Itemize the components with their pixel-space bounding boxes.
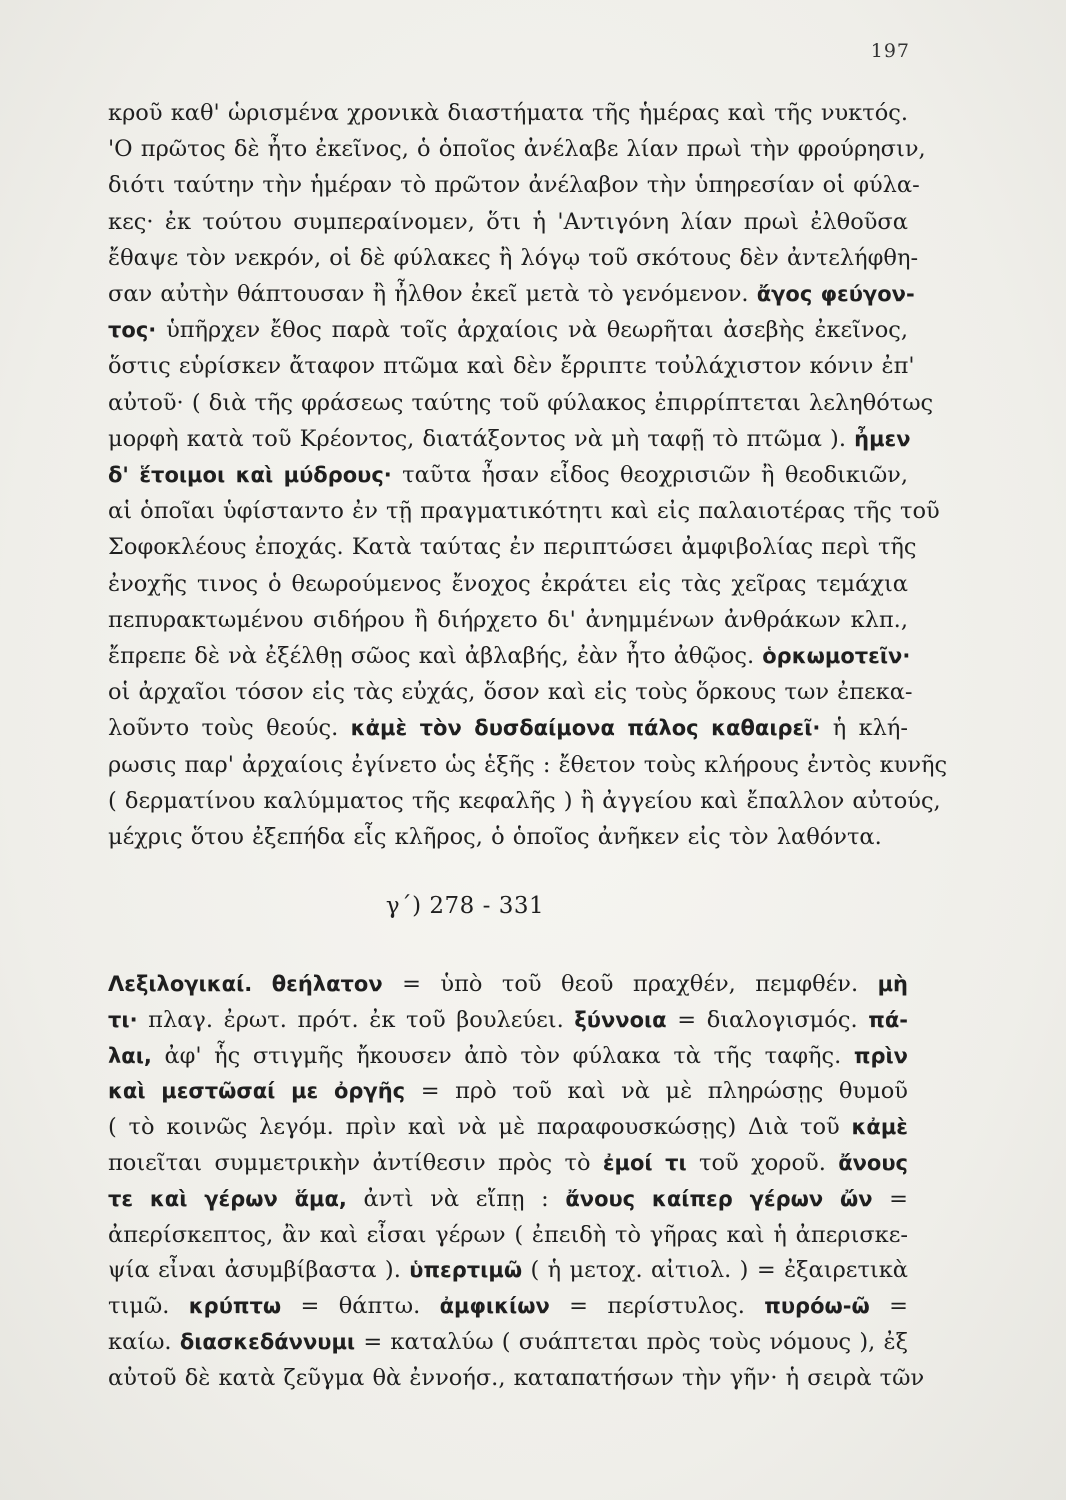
text-run: ὅστις εὑρίσκεν ἄταφον πτῶμα καὶ δὲν ἔρριπτε τοὐλάχιστον κόνιν ἐπ' bbox=[108, 353, 915, 380]
text-run: ἔπρεπε δὲ νὰ ἐξέλθῃ σῶος καὶ ἀβλαβής, ἐὰν ἦτο ἀθῷος. bbox=[108, 643, 763, 670]
text-run: ταῦτα ἦσαν εἶδος θεοχρισιῶν ἢ θεοδικιῶν, bbox=[391, 462, 908, 489]
text-run: σαν αὐτὴν θάπτουσαν ἢ ἦλθον ἐκεῖ μετὰ τὸ γενόμενον. bbox=[108, 281, 757, 308]
bold-term: λαι, bbox=[108, 1043, 152, 1068]
text-line bbox=[108, 710, 908, 746]
text-run: κες· ἐκ τούτου συμπεραίνομεν, ὅτι ἡ 'Αντιγόνη λίαν πρωὶ ἐλθοῦσα bbox=[108, 208, 908, 235]
text-run bbox=[252, 971, 271, 997]
text-line bbox=[108, 457, 908, 493]
text-line bbox=[108, 1182, 908, 1218]
text-run: διότι ταύτην τὴν ἡμέραν τὸ πρῶτον ἀνέλαβον τὴν ὑπηρεσίαν οἱ φύλα- bbox=[108, 172, 920, 199]
text-run: ( τὸ κοινῶς λεγόμ. πρὶν καὶ νὰ μὲ παραφουσκώσῃς) Διὰ τοῦ bbox=[108, 1114, 852, 1141]
text-line bbox=[108, 1325, 908, 1361]
bold-term: ἐμοί τι bbox=[602, 1150, 687, 1175]
text-line bbox=[108, 421, 911, 457]
text-run: = διαλογισμός. bbox=[666, 1006, 869, 1033]
text-run: ( δερματίνου καλύμματος τῆς κεφαλῆς ) ἢ ἀγγείου καὶ ἔπαλλον αὐτούς, bbox=[108, 787, 941, 814]
text-run: αὐτοῦ δὲ κατὰ ζεῦγμα θὰ ἐννοήσ., καταπατήσων τὴν γῆν· ἡ σειρὰ τῶν bbox=[108, 1364, 925, 1391]
text-line bbox=[108, 493, 940, 529]
text-run: λοῦντο τοὺς θεούς. bbox=[108, 715, 351, 742]
text-run: = bbox=[869, 1293, 908, 1320]
bold-term: τος· bbox=[108, 318, 157, 343]
text-run: 'Ο πρῶτος δὲ ἦτο ἐκεῖνος, ὁ ὁποῖος ἀνέλαβε λίαν πρωὶ τὴν φρούρησιν, bbox=[108, 136, 926, 163]
text-line bbox=[108, 385, 934, 421]
bold-term: ὑπερτιμῶ bbox=[409, 1258, 523, 1283]
text-line bbox=[108, 529, 917, 565]
text-run: πλαγ. ἐρωτ. πρότ. ἐκ τοῦ βουλεύει. bbox=[137, 1006, 575, 1033]
text-run: = πρὸ τοῦ καὶ νὰ μὲ πληρώσῃς θυμοῦ bbox=[405, 1078, 908, 1105]
text-run: = καταλύω ( συάπτεται πρὸς τοὺς νόμους ), ἐξ bbox=[355, 1328, 909, 1355]
section-heading: γ΄) 278 - 331 bbox=[385, 893, 545, 919]
bold-term: μὴ bbox=[877, 972, 908, 996]
text-run: τοῦ χοροῦ. bbox=[686, 1149, 839, 1176]
text-line bbox=[108, 967, 908, 1003]
text-run: = περίστυλος. bbox=[549, 1293, 765, 1320]
text-line bbox=[108, 1253, 908, 1289]
text-line bbox=[108, 783, 941, 819]
text-run: ἀφ' ἧς στιγμῆς ἤκουσεν ἀπὸ τὸν φύλακα τὰ τῆς ταφῆς. bbox=[151, 1042, 854, 1069]
bold-term: ἀμφικίων bbox=[439, 1294, 550, 1319]
bold-term: ἄγος φεύγον- bbox=[756, 282, 915, 307]
bold-term: πρὶν bbox=[853, 1043, 908, 1068]
bold-term: πυρόω-ῶ bbox=[764, 1294, 870, 1319]
text-line bbox=[108, 638, 911, 674]
bold-term: διασκεδάννυμι bbox=[179, 1329, 356, 1354]
text-run: καίω. bbox=[108, 1328, 180, 1355]
text-line bbox=[108, 1289, 908, 1325]
text-run: οἱ ἀρχαῖοι τόσον εἰς τὰς εὐχάς, ὅσον καὶ εἰς τοὺς ὅρκους των ἐπεκα- bbox=[108, 679, 913, 706]
bold-term: κἀμὲ bbox=[851, 1115, 908, 1140]
text-line bbox=[108, 131, 926, 167]
text-line bbox=[108, 95, 908, 131]
text-line bbox=[108, 348, 915, 384]
text-run: μέχρις ὅτου ἐξεπήδα εἷς κλῆρος, ὁ ὁποῖος ἀνῆκεν εἰς τὸν λαθόντα. bbox=[108, 824, 882, 851]
text-line bbox=[108, 204, 908, 240]
text-run: ὑπῆρχεν ἔθος παρὰ τοῖς ἀρχαίοις νὰ θεωρῆται ἀσεβὴς ἐκεῖνος, bbox=[156, 317, 908, 344]
text-run: πεπυρακτωμένου σιδήρου ἢ διήρχετο δι' ἀνημμένων ἀνθράκων κλπ., bbox=[108, 606, 908, 633]
text-run: = ὑπὸ τοῦ θεοῦ πραχθέν, πεμφθέν. bbox=[382, 971, 878, 997]
text-run: ( ἡ μετοχ. αἰτιολ. ) = ἐξαιρετικὰ bbox=[522, 1257, 908, 1284]
bold-term: ἄνους bbox=[838, 1150, 908, 1175]
bold-term: ἦμεν bbox=[854, 426, 911, 451]
text-run: ἐνοχῆς τινος ὁ θεωρούμενος ἔνοχος ἐκράτει εἰς τὰς χεῖρας τεμάχια bbox=[108, 570, 908, 597]
bold-term: ὁρκωμοτεῖν· bbox=[762, 644, 911, 669]
text-line bbox=[108, 1110, 908, 1146]
bold-term: θεήλατον bbox=[271, 972, 383, 996]
bold-term: δ' ἕτοιμοι καὶ μύδρους· bbox=[108, 463, 392, 488]
text-run: ἡ κλή- bbox=[820, 715, 908, 742]
commentary-paragraph bbox=[108, 95, 948, 855]
bold-term: ἄνους καίπερ γέρων ὤν bbox=[565, 1186, 873, 1211]
text-run: μορφὴ κατὰ τοῦ Κρέοντος, διατάξοντος νὰ μὴ ταφῇ τὸ πτῶμα ). bbox=[108, 425, 855, 452]
bold-term: πά- bbox=[868, 1007, 908, 1032]
text-line bbox=[108, 240, 919, 276]
text-run: ἀπερίσκεπτος, ἂν καὶ εἶσαι γέρων ( ἐπειδὴ τὸ γῆρας καὶ ἡ ἀπερισκε- bbox=[108, 1221, 908, 1248]
bold-term: καὶ μεστῶσαί με ὀργῆς bbox=[108, 1079, 406, 1104]
bold-term: κρύπτω bbox=[188, 1294, 282, 1319]
text-line bbox=[108, 312, 908, 348]
lexical-notes-paragraph bbox=[108, 967, 925, 1397]
text-run: = θάπτω. bbox=[281, 1293, 440, 1320]
text-line bbox=[108, 819, 908, 855]
bold-term: ξύννοια bbox=[574, 1007, 667, 1032]
bold-term: τι· bbox=[108, 1007, 138, 1032]
text-run: Σοφοκλέους ἐποχάς. Κατὰ ταύτας ἐν περιπτώσει ἀμφιβολίας περὶ τῆς bbox=[108, 534, 917, 561]
text-line bbox=[108, 1039, 908, 1075]
text-run: τιμῶ. bbox=[108, 1293, 189, 1320]
text-run: = bbox=[872, 1185, 908, 1212]
text-line bbox=[108, 1361, 925, 1397]
text-run: αὐτοῦ· ( διὰ τῆς φράσεως ταύτης τοῦ φύλακος ἐπιρρίπτεται λεληθότως bbox=[108, 389, 934, 416]
text-run: αἱ ὁποῖαι ὑφίσταντο ἐν τῇ πραγματικότητι καὶ εἰς παλαιοτέρας τῆς τοῦ bbox=[108, 498, 940, 525]
text-run: ρωσις παρ' ἀρχαίοις ἐγίνετο ὡς ἑξῆς : ἔθετον τοὺς κλήρους ἐντὸς κυνῆς bbox=[108, 751, 948, 778]
text-line bbox=[108, 1218, 908, 1254]
text-line bbox=[108, 602, 908, 638]
text-run: ἔθαψε τὸν νεκρόν, οἱ δὲ φύλακες ἢ λόγῳ τοῦ σκότους δὲν ἀντελήφθη- bbox=[108, 244, 919, 271]
text-run: ποιεῖται συμμετρικὴν ἀντίθεσιν πρὸς τὸ bbox=[108, 1149, 603, 1176]
text-line bbox=[108, 674, 913, 710]
bold-term: κἀμὲ τὸν δυσδαίμονα πάλος καθαιρεῖ· bbox=[350, 716, 821, 741]
text-line bbox=[108, 1074, 908, 1110]
text-line bbox=[108, 276, 915, 312]
text-line bbox=[108, 1003, 908, 1039]
bold-term: Λεξιλογικαί. bbox=[108, 972, 253, 996]
text-run: ψία εἶναι ἀσυμβίβαστα ). bbox=[108, 1257, 410, 1284]
text-run: ἀντὶ νὰ εἴπῃ : bbox=[346, 1185, 566, 1212]
text-run: κροῦ καθ' ὡρισμένα χρονικὰ διαστήματα τῆς ἡμέρας καὶ τῆς νυκτός. bbox=[108, 100, 908, 126]
text-line bbox=[108, 167, 920, 203]
page-number: 197 bbox=[870, 40, 910, 62]
text-line bbox=[108, 747, 948, 783]
text-line bbox=[108, 566, 908, 602]
bold-term: τε καὶ γέρων ἅμα, bbox=[108, 1186, 347, 1211]
text-line bbox=[108, 1146, 908, 1182]
